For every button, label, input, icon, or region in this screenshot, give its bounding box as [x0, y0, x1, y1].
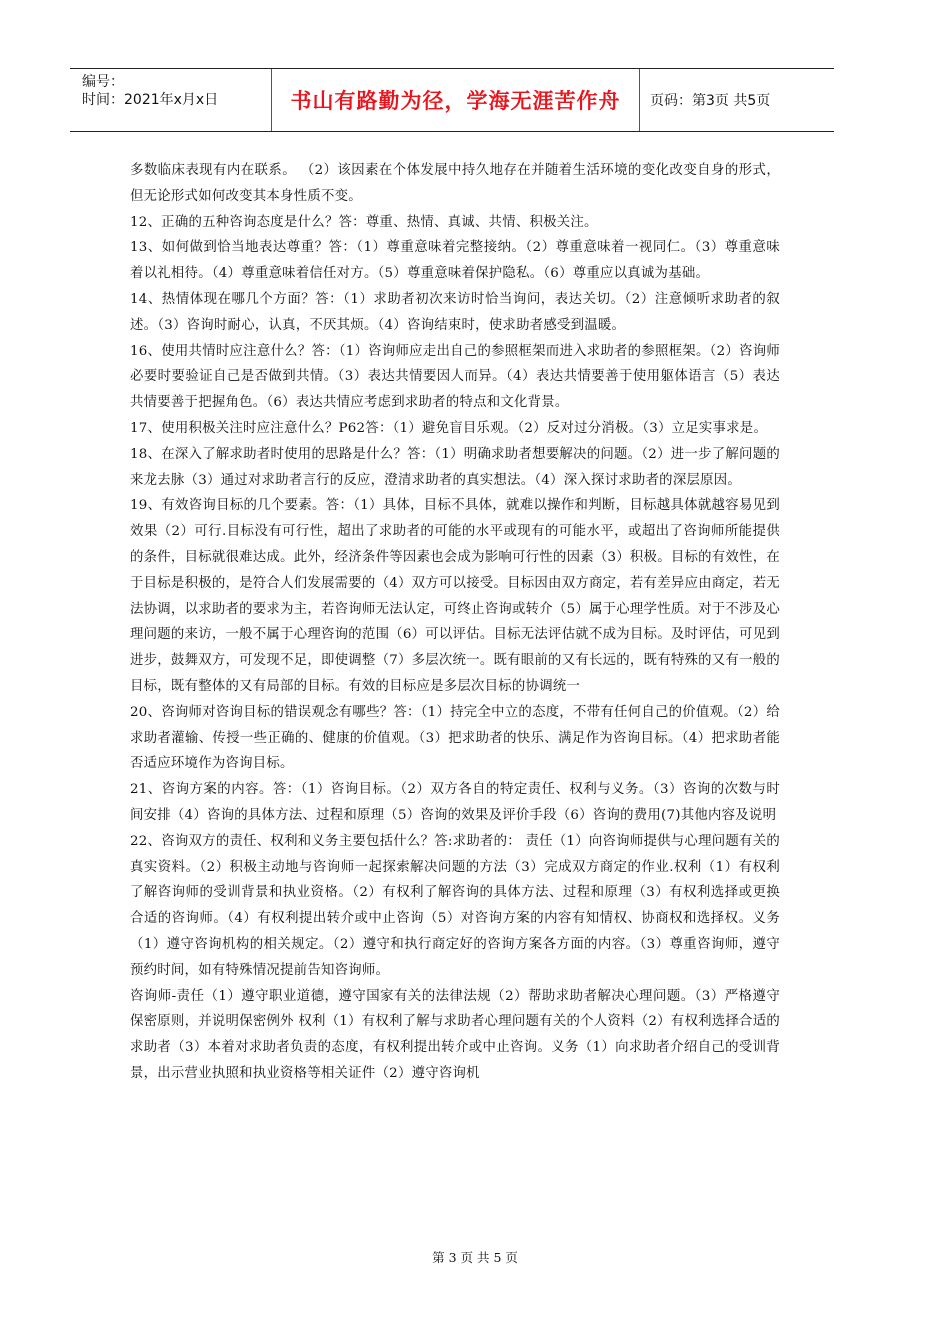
paragraph: 16、使用共情时应注意什么？答：（1）咨询师应走出自己的参照框架而进入求助者的参照框架。（2）咨询师必要时要验证自己是否做到共情。（3）表达共情要因人而异。（4）表达共情要善于使用躯体语言（5）表达共情要善于把握角色。（6）表达共情应考虑到求助者的特点和文化背景。	[130, 343, 780, 411]
header-meta	[70, 69, 272, 131]
document-body	[130, 158, 780, 1087]
time-label: 时间：2021年x月x日	[82, 92, 219, 108]
paragraph: 多数临床表现有内在联系。 （2）该因素在个体发展中持久地存在并随着生活环境的变化改变自身的形式，但无论形式如何改变其本身性质不变。	[130, 163, 780, 204]
paragraph: 12、正确的五种咨询态度是什么？答：尊重、热情、真诚、共情、积极关注。	[130, 214, 598, 230]
header-motto-cell	[272, 69, 640, 131]
number-label: 编号：	[82, 74, 124, 90]
paragraph: 19、有效咨询目标的几个要素。答：（1）具体，目标不具体，就难以操作和判断，目标越具体就越容易见到效果（2）可行.目标没有可行性，超出了求助者的可能的水平或现有的可能水平，或超出了咨询师所能提供的条件，目标就很难达成。此外，经济条件等因素也会成为影响可行性的因素（3）积极。目标的有效性，在于目标是积极的，是符合人们发展需要的（4）双方可以接受。目标因由双方商定，若有差异应由商定，若无法协调，以求助者的要求为主，若咨询师无法认定，可终止咨询或转介（5）属于心理学性质。对于不涉及心理问题的来访，一般不属于心理咨询的范围（6）可以评估。目标无法评估就不成为目标。及时评估，可见到进步，鼓舞双方，可发现不足，即使调整（7）多层次统一。既有眼前的又有长远的，既有特殊的又有一般的目标，既有整体的又有局部的目标。有效的目标应是多层次目标的协调统一	[130, 498, 780, 694]
page-footer: 第 3 页 共 5 页	[432, 1250, 518, 1265]
paragraph: 13、如何做到恰当地表达尊重？答：（1）尊重意味着完整接纳。（2）尊重意味着一视同仁。（3）尊重意味着以礼相待。（4）尊重意味着信任对方。（5）尊重意味着保护隐私。（6）尊重应以真诚为基础。	[130, 240, 780, 282]
paragraph: 21、咨询方案的内容。答：（1）咨询目标。（2）双方各自的特定责任、权利与义务。（3）咨询的次数与时间安排（4）咨询的具体方法、过程和原理（5）咨询的效果及评价手段（6）咨询的费用(7)其他内容及说明	[130, 782, 780, 823]
paragraph: 17、使用积极关注时应注意什么？P62答：（1）避免盲目乐观。（2）反对过分消极。（3）立足实事求是。	[130, 420, 768, 436]
paragraph: 20、咨询师对咨询目标的错误观念有哪些？答：（1）持完全中立的态度，不带有任何自己的价值观。（2）给求助者灌输、传授一些正确的、健康的价值观。（3）把求助者的快乐、满足作为咨询目标。（4）把求助者能否适应环境作为咨询目标。	[130, 704, 780, 772]
paragraph: 18、在深入了解求助者时使用的思路是什么？答：（1）明确求助者想要解决的问题。（2）进一步了解问题的来龙去脉（3）通过对求助者言行的反应，澄清求助者的真实想法。（4）深入探讨求助者的深层原因。	[130, 446, 780, 488]
paragraph: 14、热情体现在哪几个方面？答：（1）求助者初次来访时恰当询问，表达关切。（2）注意倾听求助者的叙述。（3）咨询时耐心，认真，不厌其烦。（4）咨询结束时，使求助者感受到温暖。	[130, 291, 780, 333]
page-header	[70, 68, 834, 132]
paragraph: 咨询师-责任（1）遵守职业道德，遵守国家有关的法律法规（2）帮助求助者解决心理问题。（3）严格遵守保密原则，并说明保密例外 权利（1）有权利了解与求助者心理问题有关的个人资料（2）有权利选择合适的求助者（3）本着对求助者负责的态度，有权利提出转介或中止咨询。义务（1）向求助者介绍自己的受训背景，出示营业执照和执业资格等相关证件（2）遵守咨询机	[130, 988, 780, 1081]
paragraph: 22、咨询双方的责任、权利和义务主要包括什么？答:求助者的： 责任（1）向咨询师提供与心理问题有关的真实资料。（2）积极主动地与咨询师一起探索解决问题的方法（3）完成双方商定的作业.权利（1）有权利了解咨询师的受训背景和执业资格。（2）有权利了解咨询的具体方法、过程和原理（3）有权利选择或更换合适的咨询师。（4）有权利提出转介或中止咨询（5）对咨询方案的内容有知情权、协商权和选择权。义务（1）遵守咨询机构的相关规定。（2）遵守和执行商定好的咨询方案各方面的内容。（3）尊重咨询师，遵守预约时间，如有特殊情况提前告知咨询师。	[130, 833, 780, 978]
header-page-info: 页码：第3页 共5页	[650, 93, 771, 109]
header-motto: 书山有路勤为径，学海无涯苦作舟	[290, 89, 621, 113]
